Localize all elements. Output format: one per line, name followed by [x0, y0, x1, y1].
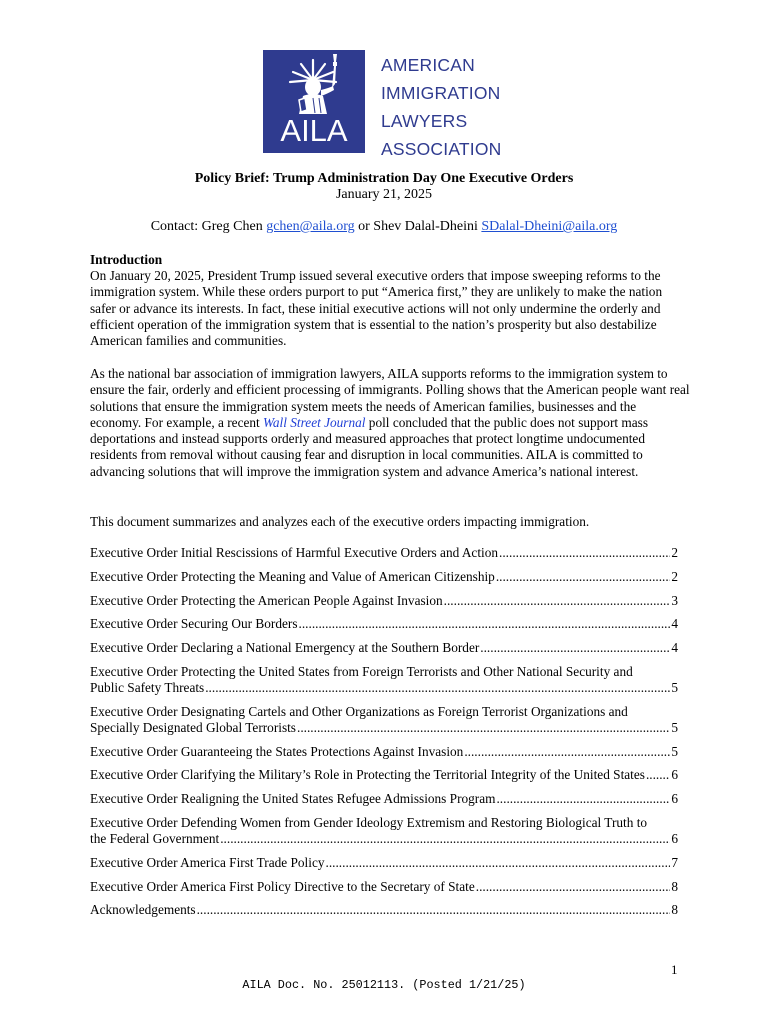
intro-paragraph-2-before: As the national bar association of immigration lawyers, AILA supports reforms to the immigration system to ensure the fair, orderly and efficient processing of immigrants. Polling shows that the American people want real solutions that ensure the immigration system meets the needs of American families, businesses and the economy. For example, a recent [90, 366, 690, 430]
aila-logo [263, 50, 365, 153]
organization-name-line: AMERICAN [381, 55, 475, 75]
toc-entry-title: Executive Order Clarifying the Military’s Role in Protecting the Territorial Integrity of the United States [90, 767, 645, 783]
toc-leader [205, 680, 670, 696]
toc-entry[interactable] [90, 902, 678, 918]
toc-entry[interactable] [90, 815, 678, 847]
toc-entry-title: Executive Order Protecting the Meaning and Value of American Citizenship [90, 568, 495, 584]
document-title: Policy Brief: Trump Administration Day One Executive Orders [194, 171, 574, 186]
toc-leader [464, 744, 670, 760]
toc-leader [646, 767, 670, 783]
toc-entry-title: Acknowledgements [90, 902, 196, 918]
contact-middle: or Shev Dalal-Dheini [354, 219, 482, 234]
toc-entry[interactable] [90, 616, 678, 632]
toc-leader [326, 855, 671, 871]
toc-entry[interactable] [90, 855, 678, 871]
toc-page-number: 4 [671, 640, 678, 656]
toc-page-number: 6 [671, 767, 678, 783]
toc-entry[interactable] [90, 879, 678, 895]
intro-paragraph-2 [90, 366, 690, 480]
toc-entry-title: Executive Order Realigning the United States Refugee Admissions Program [90, 791, 496, 807]
organization-name-line: LAWYERS [381, 111, 468, 131]
toc-entry[interactable] [90, 767, 678, 783]
toc-entry[interactable] [90, 569, 678, 585]
toc-entry-title: Executive Order Declaring a National Emergency at the Southern Border [90, 640, 480, 656]
toc-entry-title: Executive Order America First Policy Directive to the Secretary of State [90, 878, 475, 894]
introduction-heading: Introduction [90, 252, 163, 267]
intro-paragraph-1 [90, 268, 690, 349]
toc-page-number: 2 [671, 568, 678, 584]
table-of-contents [90, 545, 678, 926]
toc-entry-title-line1: Executive Order Defending Women from Gender Ideology Extremism and Restoring Biological Truth to [90, 814, 648, 830]
toc-entry[interactable] [90, 704, 678, 736]
toc-entry[interactable] [90, 664, 678, 696]
toc-page-number: 2 [671, 545, 678, 560]
document-number: AILA Doc. No. 25012113. (Posted 1/21/25) [242, 978, 526, 992]
toc-leader [499, 545, 670, 561]
toc-leader [297, 720, 670, 736]
wall-street-journal-link[interactable]: Wall Street Journal [263, 414, 366, 430]
toc-entry-title-line1: Executive Order Protecting the United States from Foreign Terrorists and Other National Security and [90, 663, 633, 679]
toc-leader [476, 879, 671, 895]
toc-entry[interactable] [90, 593, 678, 609]
intro-paragraph-1-text: On January 20, 2025, President Trump issued several executive orders that impose sweeping reforms to the immigration system. While these orders purport to put “America first,” they are unlikely to make the nation safer or advance its interests. In fact, these initial executive actions will not only undermine the orderly and efficient operation of the immigration system that is essential to the nation’s prosperity but also destabilize American families and communities. [90, 268, 663, 349]
toc-leader [444, 593, 671, 609]
toc-entry-title: Executive Order Protecting the American People Against Invasion [90, 592, 443, 608]
toc-page-number: 7 [671, 854, 678, 870]
toc-page-number: 8 [671, 878, 678, 894]
toc-entry-title: Specially Designated Global Terrorists [90, 719, 296, 735]
toc-leader [496, 569, 671, 585]
toc-entry-title-line1: Executive Order Designating Cartels and Other Organizations as Foreign Terrorist Organizations and [90, 703, 628, 719]
toc-entry-title: the Federal Government [90, 830, 220, 846]
toc-leader [220, 831, 670, 847]
intro-paragraph-2-text [90, 366, 690, 480]
toc-page-number: 8 [671, 902, 678, 918]
toc-leader [480, 640, 670, 656]
toc-page-number: 6 [671, 791, 678, 807]
toc-page-number: 5 [671, 743, 678, 759]
toc-page-number: 5 [671, 719, 678, 735]
toc-entry[interactable] [90, 744, 678, 760]
toc-page-number: 3 [671, 592, 678, 608]
organization-name [381, 51, 502, 163]
logo-acronym: AILA [280, 113, 348, 148]
toc-page-number: 5 [671, 679, 678, 695]
toc-entry-title: Public Safety Threats [90, 679, 205, 695]
toc-entry[interactable] [90, 545, 678, 561]
page-number: 1 [671, 962, 678, 977]
contact-line [0, 219, 768, 235]
contact-email-link-1[interactable]: gchen@aila.org [266, 219, 355, 234]
intro-paragraph-3-text: This document summarizes and analyzes each of the executive orders impacting immigration. [90, 514, 590, 529]
contact-email-link-2[interactable]: SDalal-Dheini@aila.org [481, 219, 618, 234]
toc-page-number: 4 [671, 616, 678, 632]
toc-entry-title: Executive Order Securing Our Borders [90, 616, 298, 632]
toc-leader [496, 791, 670, 807]
organization-name-line: IMMIGRATION [381, 83, 501, 103]
toc-entry-title: Executive Order Initial Rescissions of Harmful Executive Orders and Action [90, 545, 499, 560]
toc-entry[interactable] [90, 640, 678, 656]
intro-paragraph-3 [90, 514, 690, 530]
document-date: January 21, 2025 [335, 187, 433, 202]
toc-page-number: 6 [671, 830, 678, 846]
intro-paragraph-2-after: poll concluded that the public does not support mass deportations and instead supports orderly and measured approaches that protect longtime undocumented residents from removal without causing fear and disruption in local communities. AILA is committed to advancing solutions that will improve the immigration system and advance America’s national interest. [90, 414, 648, 479]
toc-entry[interactable] [90, 791, 678, 807]
toc-entry-title: Executive Order Guaranteeing the States Protections Against Invasion [90, 743, 464, 759]
organization-name-line: ASSOCIATION [381, 139, 502, 159]
toc-entry-title: Executive Order America First Trade Policy [90, 854, 325, 870]
contact-prefix: Contact: Greg Chen [150, 219, 267, 234]
toc-leader [197, 902, 671, 918]
toc-leader [299, 616, 671, 632]
